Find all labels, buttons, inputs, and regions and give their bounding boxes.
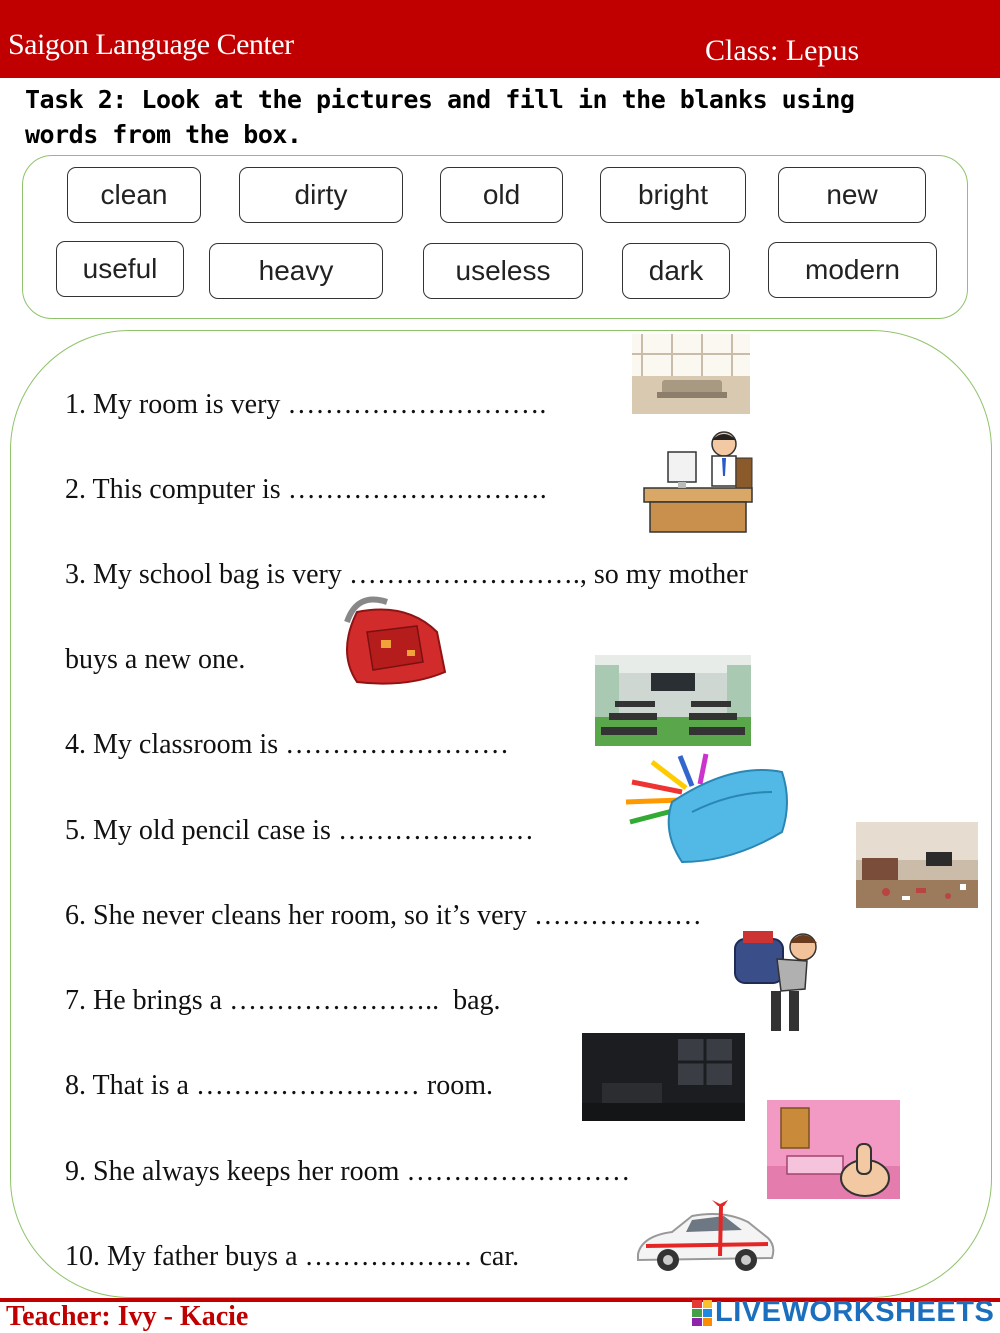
exercise-line-10[interactable]: 10. My father buys a ……………… car.	[65, 1241, 520, 1272]
liveworksheets-logo-icon	[692, 1300, 712, 1326]
word-chip[interactable]: heavy	[209, 243, 383, 299]
clean-room-image	[767, 1100, 900, 1199]
header-bar	[0, 0, 1000, 78]
word-chip[interactable]: new	[778, 167, 926, 223]
modern-classroom-image	[595, 655, 751, 746]
word-chip[interactable]: dirty	[239, 167, 403, 223]
exercise-line-1[interactable]: 1. My room is very ……………………….	[65, 389, 547, 420]
dirty-room-image	[856, 822, 978, 908]
new-car-image	[628, 1200, 778, 1278]
exercise-line-6[interactable]: 6. She never cleans her room, so it’s very ………………	[65, 900, 702, 931]
heavy-bag-boy-image	[733, 925, 825, 1031]
liveworksheets-brand: LIVEWORKSHEETS	[715, 1296, 995, 1328]
teacher-credit: Teacher: Ivy - Kacie	[6, 1301, 249, 1332]
exercise-line-8[interactable]: 8. That is a …………………… room.	[65, 1070, 494, 1101]
exercise-line-7[interactable]: 7. He brings a ………………….. bag.	[65, 985, 501, 1016]
word-chip[interactable]: old	[440, 167, 563, 223]
word-chip[interactable]: useful	[56, 241, 184, 297]
red-school-bag-image	[327, 592, 455, 688]
word-chip[interactable]: bright	[600, 167, 746, 223]
bright-room-image	[632, 334, 750, 414]
exercise-line-9[interactable]: 9. She always keeps her room ……………………	[65, 1156, 631, 1187]
class-label: Class: Lepus	[705, 34, 860, 67]
exercise-line-3-continued: buys a new one.	[65, 644, 246, 675]
exercise-line-2[interactable]: 2. This computer is ……………………….	[65, 474, 547, 505]
center-name: Saigon Language Center	[8, 28, 294, 61]
pencil-case-image	[622, 752, 792, 868]
word-chip[interactable]: dark	[622, 243, 730, 299]
exercise-line-3[interactable]: 3. My school bag is very ……………………., so my mother	[65, 559, 748, 590]
exercise-line-4[interactable]: 4. My classroom is ……………………	[65, 729, 510, 760]
liveworksheets-logo[interactable]	[692, 1296, 994, 1329]
task-instruction: Task 2: Look at the pictures and fill in the blanks using words from the box.	[25, 85, 855, 149]
word-chip[interactable]: modern	[768, 242, 937, 298]
exercise-line-5[interactable]: 5. My old pencil case is …………………	[65, 815, 534, 846]
computer-desk-image	[638, 428, 756, 534]
word-chip[interactable]: clean	[67, 167, 201, 223]
word-chip[interactable]: useless	[423, 243, 583, 299]
dark-room-image	[582, 1033, 745, 1121]
